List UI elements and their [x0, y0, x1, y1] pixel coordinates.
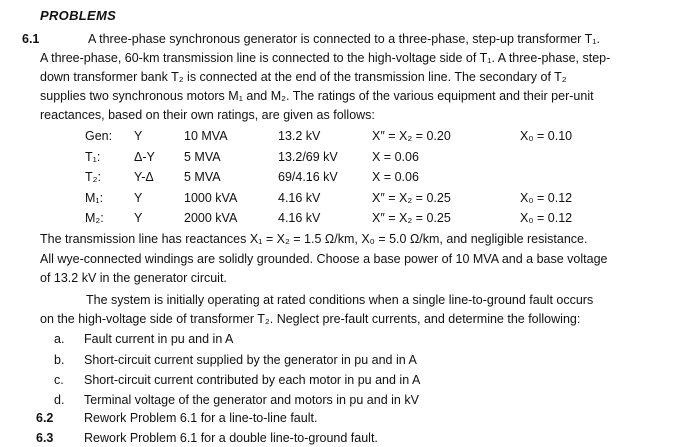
voltage-rating: 13.2 kV — [278, 129, 321, 143]
positive-negative-reactance: X″ = X₂ = 0.25 — [372, 191, 451, 205]
problem-6-1-text-line: All wye-connected windings are solidly grounded. Choose a base power of 10 MVA and a base voltage — [40, 252, 608, 266]
problem-6-1-text-line: reactances, based on their own ratings, are given as follows: — [40, 108, 375, 122]
problem-6-1-text-line: The transmission line has reactances X₁ = X₂ = 1.5 Ω/km, X₀ = 5.0 Ω/km, and negligible resistance. — [40, 232, 588, 246]
equipment-name: T₂: — [85, 170, 101, 184]
list-item-letter: a. — [54, 332, 65, 346]
problem-6-1-text-line: of 13.2 kV in the generator circuit. — [40, 271, 227, 285]
problem-6-1-text-line: on the high-voltage side of transformer T₂. Neglect pre-fault currents, and determine the following: — [40, 312, 581, 326]
problem-6-1-text-line: A three-phase, 60-km transmission line is connected to the high-voltage side of T₁. A three-phase, step- — [40, 51, 611, 65]
positive-negative-reactance: X″ = X₂ = 0.20 — [372, 129, 451, 143]
equipment-name: T₁: — [85, 150, 101, 164]
positive-negative-reactance: X″ = X₂ = 0.25 — [372, 211, 451, 225]
problem-6-1-text-line: down transformer bank T₂ is connected at the end of the transmission line. The secondary of T₂ — [40, 70, 567, 84]
list-item-text: Fault current in pu and in A — [84, 332, 234, 346]
positive-negative-reactance: X = 0.06 — [372, 150, 419, 164]
connection-type: Δ-Y — [134, 150, 155, 164]
zero-sequence-reactance: X₀ = 0.10 — [520, 129, 573, 143]
problem-6-3-text: Rework Problem 6.1 for a double line-to-ground fault. — [84, 431, 378, 445]
list-item-text: Terminal voltage of the generator and motors in pu and in kV — [84, 393, 419, 407]
list-item-text: Short-circuit current supplied by the generator in pu and in A — [84, 353, 417, 367]
list-item-letter: b. — [54, 353, 65, 367]
connection-type: Y — [134, 129, 143, 143]
voltage-rating: 4.16 kV — [278, 191, 321, 205]
connection-type: Y — [134, 211, 143, 225]
list-item-letter: c. — [54, 373, 64, 387]
voltage-rating: 69/4.16 kV — [278, 170, 338, 184]
list-item-letter: d. — [54, 393, 65, 407]
connection-type: Y-Δ — [134, 170, 154, 184]
problem-6-1-text-line: The system is initially operating at rated conditions when a single line-to-ground fault occurs — [86, 293, 594, 307]
problem-6-3-number: 6.3 — [36, 431, 54, 445]
problem-6-2-number: 6.2 — [36, 411, 54, 425]
problem-6-1-number: 6.1 — [22, 32, 40, 46]
problem-6-2-text: Rework Problem 6.1 for a line-to-line fault. — [84, 411, 318, 425]
problem-6-1-text-line: A three-phase synchronous generator is connected to a three-phase, step-up transformer T₁. — [88, 32, 600, 46]
positive-negative-reactance: X = 0.06 — [372, 170, 419, 184]
list-item-text: Short-circuit current contributed by each motor in pu and in A — [84, 373, 421, 387]
problem-6-1-text-line: supplies two synchronous motors M₁ and M₂. The ratings of the various equipment and their per-unit — [40, 89, 594, 103]
equipment-name: Gen: — [85, 129, 113, 143]
power-rating: 2000 kVA — [184, 211, 238, 225]
power-rating: 10 MVA — [184, 129, 228, 143]
power-rating: 5 MVA — [184, 150, 221, 164]
zero-sequence-reactance: X₀ = 0.12 — [520, 191, 573, 205]
equipment-name: M₂: — [85, 211, 104, 225]
power-rating: 5 MVA — [184, 170, 221, 184]
zero-sequence-reactance: X₀ = 0.12 — [520, 211, 573, 225]
problems-heading: PROBLEMS — [40, 8, 117, 23]
equipment-name: M₁: — [85, 191, 104, 205]
voltage-rating: 13.2/69 kV — [278, 150, 338, 164]
power-rating: 1000 kVA — [184, 191, 238, 205]
voltage-rating: 4.16 kV — [278, 211, 321, 225]
connection-type: Y — [134, 191, 143, 205]
